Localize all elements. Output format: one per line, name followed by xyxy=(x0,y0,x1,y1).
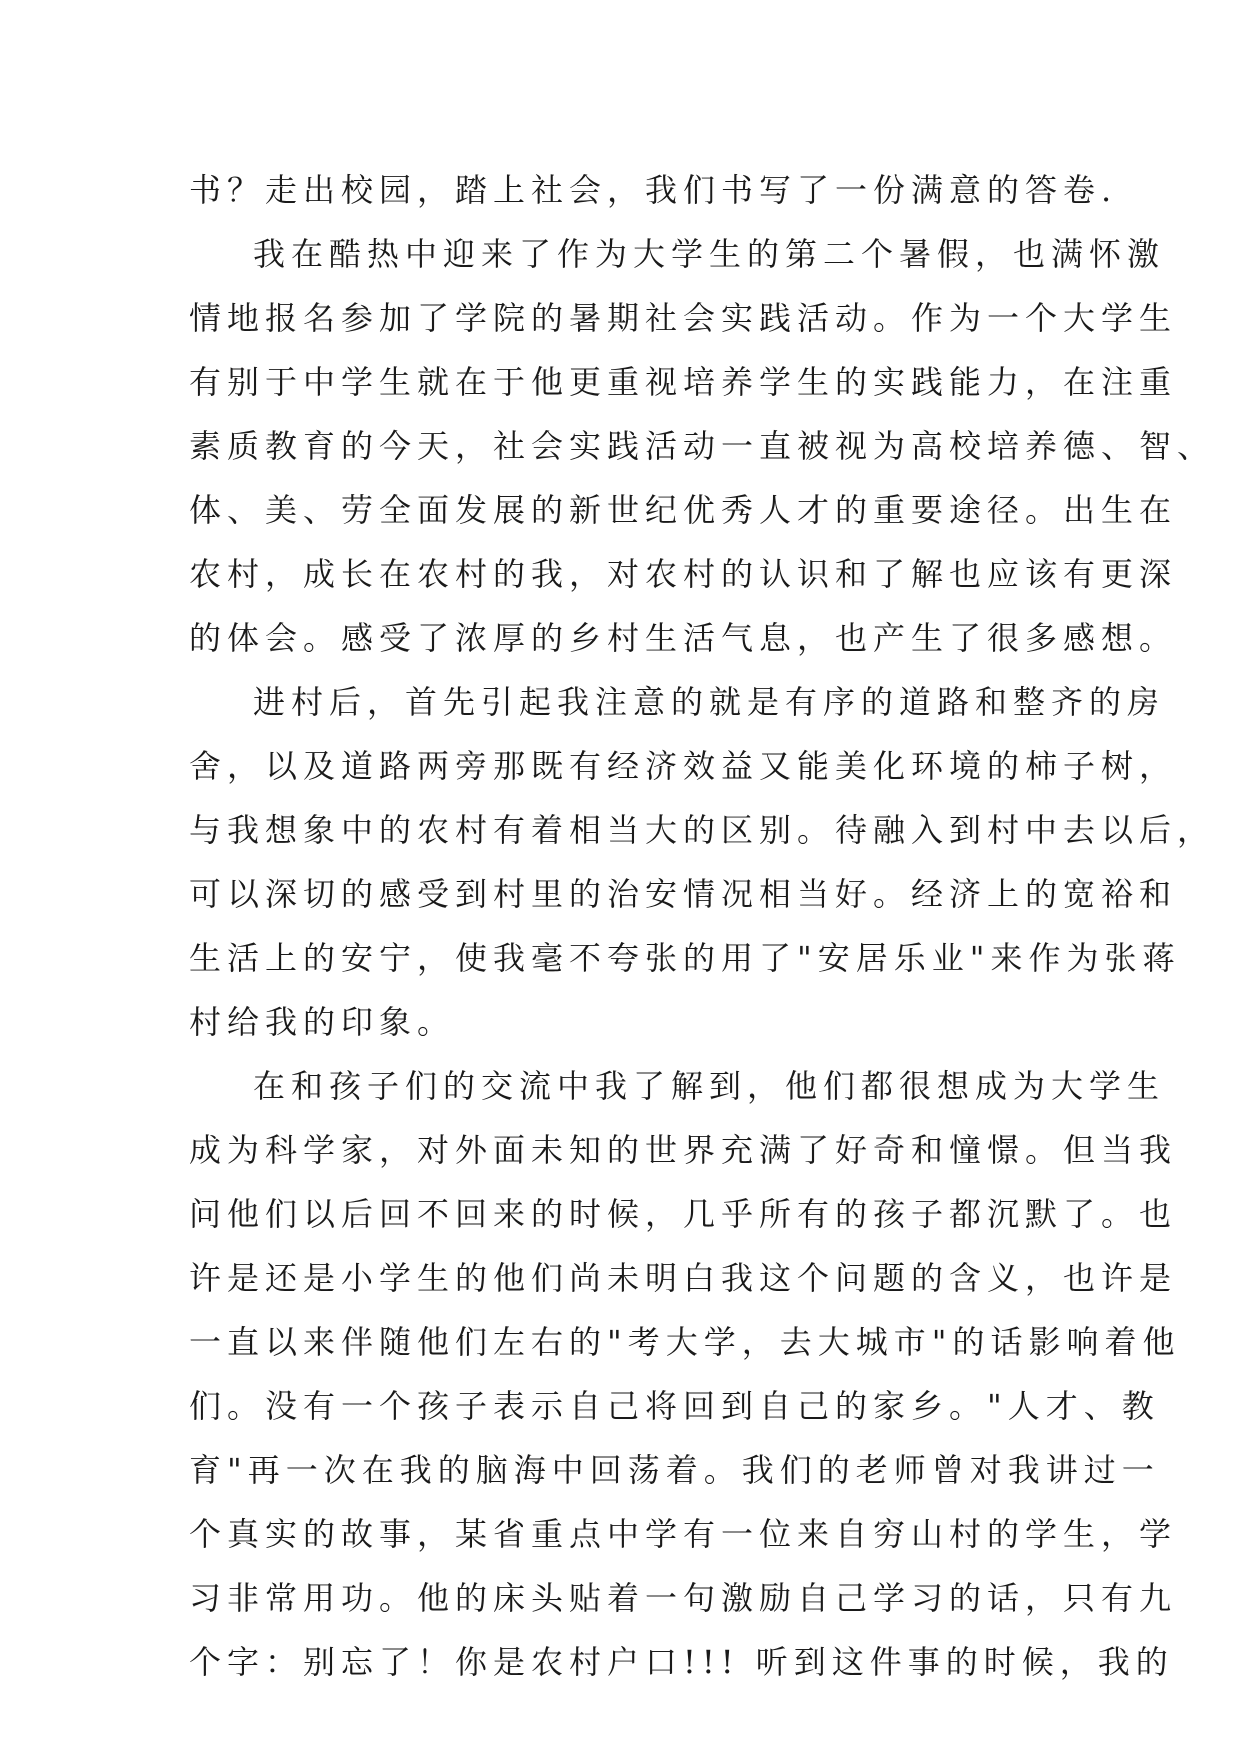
text-line: 成为科学家，对外面未知的世界充满了好奇和憧憬。但当我 xyxy=(189,1131,1178,1169)
paragraph-first-line: 我在酷热中迎来了作为大学生的第二个暑假，也满怀激 xyxy=(253,235,1166,273)
text-line: 村给我的印象。 xyxy=(189,1003,456,1041)
text-line: 素质教育的今天，社会实践活动一直被视为高校培养德、智、 xyxy=(189,427,1216,465)
text-line: 习非常用功。他的床头贴着一句激励自己学习的话，只有九 xyxy=(189,1579,1178,1617)
text-line: 情地报名参加了学院的暑期社会实践活动。作为一个大学生 xyxy=(189,299,1178,337)
text-line: 书？走出校园，踏上社会，我们书写了一份满意的答卷. xyxy=(189,171,1118,209)
text-line: 体、美、劳全面发展的新世纪优秀人才的重要途径。出生在 xyxy=(189,491,1178,529)
text-line: 生活上的安宁，使我毫不夸张的用了"安居乐业"来作为张蒋 xyxy=(189,939,1181,977)
text-line: 农村，成长在农村的我，对农村的认识和了解也应该有更深 xyxy=(189,555,1178,593)
text-line: 可以深切的感受到村里的治安情况相当好。经济上的宽裕和 xyxy=(189,875,1178,913)
text-line: 个真实的故事，某省重点中学有一位来自穷山村的学生，学 xyxy=(189,1515,1178,1553)
text-line: 有别于中学生就在于他更重视培养学生的实践能力，在注重 xyxy=(189,363,1178,401)
paragraph-first-line: 在和孩子们的交流中我了解到，他们都很想成为大学生 xyxy=(253,1067,1166,1105)
text-line: 一直以来伴随他们左右的"考大学，去大城市"的话影响着他 xyxy=(189,1323,1181,1361)
text-line: 与我想象中的农村有着相当大的区别。待融入到村中去以后， xyxy=(189,811,1216,849)
paragraph-first-line: 进村后，首先引起我注意的就是有序的道路和整齐的房 xyxy=(253,683,1166,721)
text-line: 们。没有一个孩子表示自己将回到自己的家乡。"人才、教 xyxy=(189,1387,1160,1425)
text-line: 舍，以及道路两旁那既有经济效益又能美化环境的柿子树， xyxy=(189,747,1178,785)
text-line: 个字：别忘了！你是农村户口!!! 听到这件事的时候，我的 xyxy=(189,1643,1174,1681)
text-line: 问他们以后回不回来的时候，几乎所有的孩子都沉默了。也 xyxy=(189,1195,1178,1233)
text-line: 许是还是小学生的他们尚未明白我这个问题的含义，也许是 xyxy=(189,1259,1178,1297)
text-line: 育"再一次在我的脑海中回荡着。我们的老师曾对我讲过一 xyxy=(189,1451,1160,1489)
body-text xyxy=(189,158,1216,1694)
text-line: 的体会。感受了浓厚的乡村生活气息，也产生了很多感想。 xyxy=(189,619,1178,657)
